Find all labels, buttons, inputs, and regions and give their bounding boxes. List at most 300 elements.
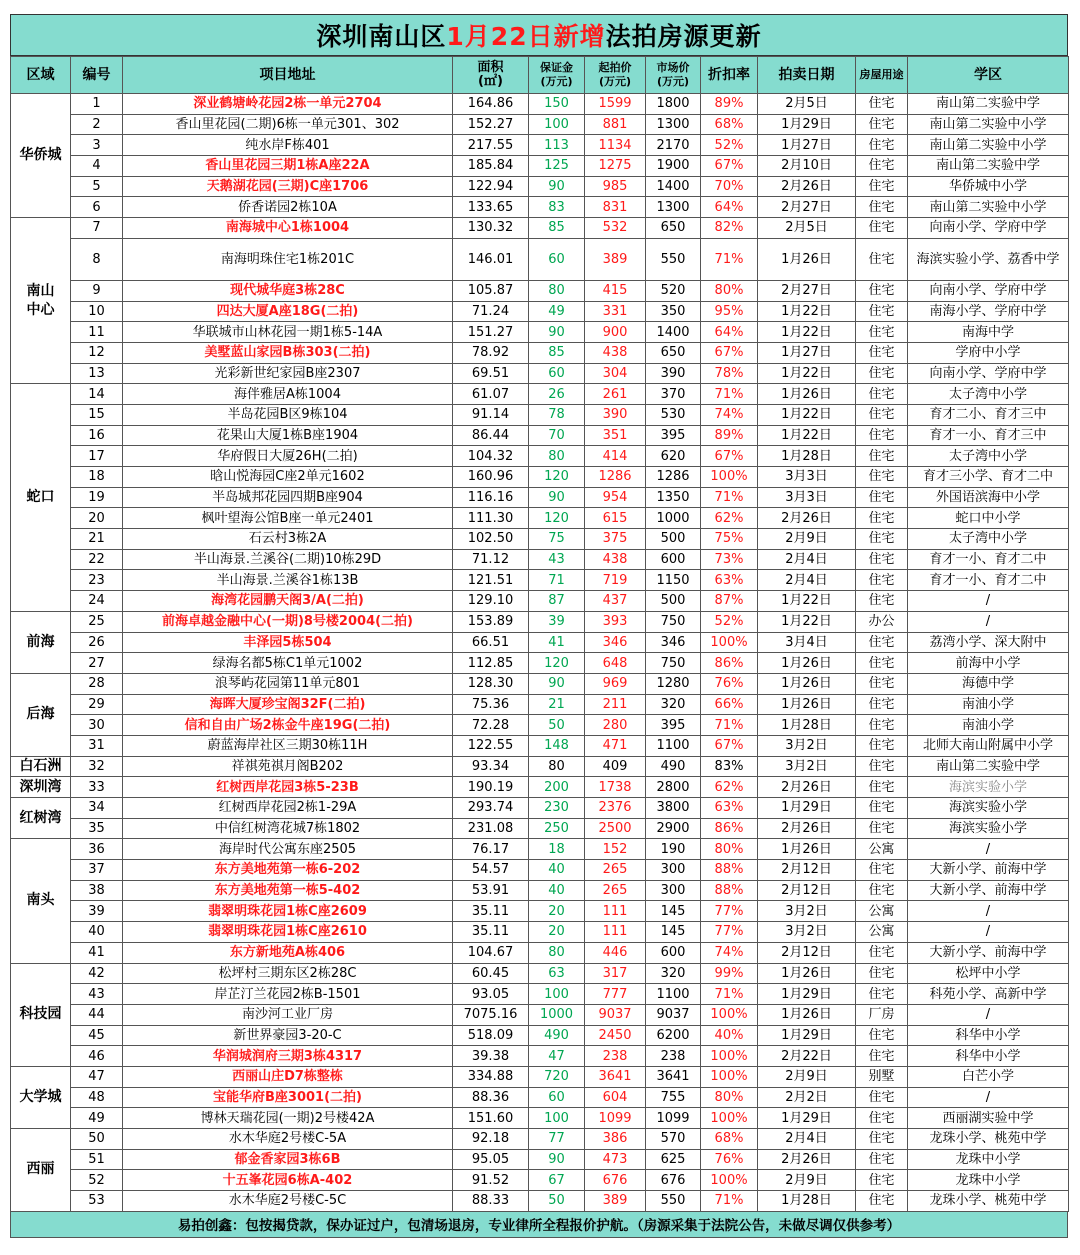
listing-discount: 87% bbox=[701, 591, 758, 612]
table-row bbox=[11, 1108, 1069, 1129]
listing-auction-date: 3月3日 bbox=[758, 467, 856, 488]
listing-auction-date: 1月22日 bbox=[758, 363, 856, 384]
listing-property-use: 住宅 bbox=[856, 404, 908, 425]
listing-deposit: 26 bbox=[529, 384, 585, 405]
listing-school-district: 科苑小学、高新中学 bbox=[908, 984, 1069, 1005]
listing-area: 105.87 bbox=[453, 280, 529, 301]
listing-address: 东方美地苑第一栋6-202 bbox=[123, 860, 453, 881]
listing-property-use: 住宅 bbox=[856, 942, 908, 963]
title-prefix: 深圳南山区 bbox=[316, 22, 447, 51]
listing-auction-date: 2月10日 bbox=[758, 156, 856, 177]
listing-area: 88.36 bbox=[453, 1087, 529, 1108]
listing-auction-date: 2月12日 bbox=[758, 880, 856, 901]
listing-school-district: 西丽湖实验中学 bbox=[908, 1108, 1069, 1129]
listing-deposit: 67 bbox=[529, 1170, 585, 1191]
listing-auction-date: 3月2日 bbox=[758, 735, 856, 756]
listing-start-price: 777 bbox=[585, 984, 646, 1005]
page-title bbox=[10, 14, 1068, 56]
listing-area: 53.91 bbox=[453, 880, 529, 901]
table-row bbox=[11, 1046, 1069, 1067]
listing-start-price: 111 bbox=[585, 922, 646, 943]
listing-address: 光彩新世纪家园B座2307 bbox=[123, 363, 453, 384]
listing-discount: 89% bbox=[701, 425, 758, 446]
listing-number: 29 bbox=[71, 694, 123, 715]
listing-property-use: 住宅 bbox=[856, 135, 908, 156]
listing-number: 43 bbox=[71, 984, 123, 1005]
table-row bbox=[11, 487, 1069, 508]
listing-deposit: 120 bbox=[529, 653, 585, 674]
listing-start-price: 2450 bbox=[585, 1025, 646, 1046]
listing-number: 16 bbox=[71, 425, 123, 446]
listing-address: 花果山大厦1栋B座1904 bbox=[123, 425, 453, 446]
listing-deposit: 100 bbox=[529, 984, 585, 1005]
listing-school-district: 龙珠中小学 bbox=[908, 1149, 1069, 1170]
listing-number: 27 bbox=[71, 653, 123, 674]
listing-deposit: 40 bbox=[529, 880, 585, 901]
listing-area: 92.18 bbox=[453, 1129, 529, 1150]
listing-school-district: 海滨实验小学 bbox=[908, 818, 1069, 839]
listing-school-district: 松坪中小学 bbox=[908, 963, 1069, 984]
listing-school-district: 南海中学 bbox=[908, 322, 1069, 343]
listing-start-price: 238 bbox=[585, 1046, 646, 1067]
listing-deposit: 125 bbox=[529, 156, 585, 177]
listing-property-use: 住宅 bbox=[856, 963, 908, 984]
listing-address: 现代城华庭3栋28C bbox=[123, 280, 453, 301]
listing-market-price: 346 bbox=[646, 632, 701, 653]
listing-address: 宝能华府B座3001(二拍) bbox=[123, 1087, 453, 1108]
listing-discount: 71% bbox=[701, 487, 758, 508]
listing-school-district: 荔湾小学、深大附中 bbox=[908, 632, 1069, 653]
listing-market-price: 570 bbox=[646, 1129, 701, 1150]
listing-school-district: 南山第二实验中学 bbox=[908, 756, 1069, 777]
listing-market-price: 1350 bbox=[646, 487, 701, 508]
table-row bbox=[11, 922, 1069, 943]
listing-auction-date: 1月22日 bbox=[758, 591, 856, 612]
table-row bbox=[11, 342, 1069, 363]
listing-discount: 83% bbox=[701, 756, 758, 777]
listing-market-price: 350 bbox=[646, 301, 701, 322]
listing-auction-date: 1月22日 bbox=[758, 301, 856, 322]
listing-area: 130.32 bbox=[453, 218, 529, 239]
district-cell: 南头 bbox=[11, 839, 71, 963]
listing-address: 水木华庭2号楼C-5C bbox=[123, 1191, 453, 1212]
listing-auction-date: 2月5日 bbox=[758, 94, 856, 115]
col-district: 区域 bbox=[11, 57, 71, 94]
listing-address: 蔚蓝海岸社区三期30栋11H bbox=[123, 735, 453, 756]
listing-address: 半岛城邦花园四期B座904 bbox=[123, 487, 453, 508]
listing-auction-date: 1月22日 bbox=[758, 425, 856, 446]
listing-auction-date: 1月27日 bbox=[758, 135, 856, 156]
listing-start-price: 471 bbox=[585, 735, 646, 756]
listing-property-use: 住宅 bbox=[856, 384, 908, 405]
listing-market-price: 1400 bbox=[646, 176, 701, 197]
table-row bbox=[11, 632, 1069, 653]
listing-property-use: 住宅 bbox=[856, 1087, 908, 1108]
listing-address: 丰泽园5栋504 bbox=[123, 632, 453, 653]
listing-start-price: 881 bbox=[585, 114, 646, 135]
listing-school-district: 大新小学、前海中学 bbox=[908, 880, 1069, 901]
listing-property-use: 公寓 bbox=[856, 901, 908, 922]
listing-auction-date: 1月28日 bbox=[758, 446, 856, 467]
table-row bbox=[11, 280, 1069, 301]
listing-school-district: 华侨城中小学 bbox=[908, 176, 1069, 197]
listing-market-price: 530 bbox=[646, 404, 701, 425]
listing-address: 侨香诺园2栋10A bbox=[123, 197, 453, 218]
listing-discount: 40% bbox=[701, 1025, 758, 1046]
listing-property-use: 住宅 bbox=[856, 467, 908, 488]
district-cell: 前海 bbox=[11, 611, 71, 673]
col-deposit: 保证金 (万元) bbox=[529, 57, 585, 94]
listing-property-use: 住宅 bbox=[856, 238, 908, 280]
listing-number: 45 bbox=[71, 1025, 123, 1046]
listing-deposit: 80 bbox=[529, 942, 585, 963]
listing-discount: 95% bbox=[701, 301, 758, 322]
header-row bbox=[11, 57, 1069, 94]
listing-deposit: 200 bbox=[529, 777, 585, 798]
listing-market-price: 9037 bbox=[646, 1004, 701, 1025]
listing-area: 54.57 bbox=[453, 860, 529, 881]
district-cell: 蛇口 bbox=[11, 384, 71, 612]
listing-auction-date: 1月22日 bbox=[758, 322, 856, 343]
listing-market-price: 145 bbox=[646, 901, 701, 922]
listing-auction-date: 2月12日 bbox=[758, 860, 856, 881]
listing-area: 128.30 bbox=[453, 673, 529, 694]
listing-address: 中信红树湾花城7栋1802 bbox=[123, 818, 453, 839]
listing-property-use: 住宅 bbox=[856, 591, 908, 612]
listing-number: 7 bbox=[71, 218, 123, 239]
listing-auction-date: 1月26日 bbox=[758, 694, 856, 715]
listing-address: 十五峯花园6栋A-402 bbox=[123, 1170, 453, 1191]
listing-market-price: 620 bbox=[646, 446, 701, 467]
listing-area: 185.84 bbox=[453, 156, 529, 177]
col-no: 编号 bbox=[71, 57, 123, 94]
listing-deposit: 150 bbox=[529, 94, 585, 115]
listing-school-district: 外国语滨海中小学 bbox=[908, 487, 1069, 508]
listing-discount: 80% bbox=[701, 280, 758, 301]
listing-auction-date: 2月12日 bbox=[758, 942, 856, 963]
listing-school-district: 育才一小、育才三中 bbox=[908, 425, 1069, 446]
listing-sheet bbox=[10, 14, 1068, 1238]
table-row bbox=[11, 942, 1069, 963]
listing-start-price: 676 bbox=[585, 1170, 646, 1191]
listing-discount: 77% bbox=[701, 901, 758, 922]
table-row bbox=[11, 301, 1069, 322]
listing-market-price: 1400 bbox=[646, 322, 701, 343]
listing-property-use: 住宅 bbox=[856, 1025, 908, 1046]
listing-discount: 68% bbox=[701, 114, 758, 135]
listing-property-use: 公寓 bbox=[856, 922, 908, 943]
listing-discount: 52% bbox=[701, 135, 758, 156]
listing-deposit: 21 bbox=[529, 694, 585, 715]
listing-discount: 71% bbox=[701, 984, 758, 1005]
listing-deposit: 20 bbox=[529, 922, 585, 943]
table-row bbox=[11, 611, 1069, 632]
listing-number: 12 bbox=[71, 342, 123, 363]
listing-school-district: 南海小学、学府中学 bbox=[908, 301, 1069, 322]
listing-market-price: 300 bbox=[646, 880, 701, 901]
listing-area: 190.19 bbox=[453, 777, 529, 798]
listing-auction-date: 1月28日 bbox=[758, 1191, 856, 1212]
listing-deposit: 60 bbox=[529, 238, 585, 280]
listing-number: 13 bbox=[71, 363, 123, 384]
table-row bbox=[11, 363, 1069, 384]
col-start-price: 起拍价 (万元) bbox=[585, 57, 646, 94]
listing-area: 133.65 bbox=[453, 197, 529, 218]
listing-property-use: 住宅 bbox=[856, 1046, 908, 1067]
listing-number: 9 bbox=[71, 280, 123, 301]
listing-auction-date: 1月26日 bbox=[758, 384, 856, 405]
listing-auction-date: 1月26日 bbox=[758, 963, 856, 984]
listing-start-price: 265 bbox=[585, 880, 646, 901]
listing-deposit: 83 bbox=[529, 197, 585, 218]
listing-auction-date: 2月4日 bbox=[758, 549, 856, 570]
listing-property-use: 住宅 bbox=[856, 363, 908, 384]
listing-property-use: 住宅 bbox=[856, 1170, 908, 1191]
listing-number: 52 bbox=[71, 1170, 123, 1191]
listing-market-price: 320 bbox=[646, 963, 701, 984]
listing-number: 37 bbox=[71, 860, 123, 881]
table-row bbox=[11, 591, 1069, 612]
listing-market-price: 1900 bbox=[646, 156, 701, 177]
listing-number: 34 bbox=[71, 798, 123, 819]
listing-start-price: 604 bbox=[585, 1087, 646, 1108]
listing-deposit: 90 bbox=[529, 487, 585, 508]
listing-area: 93.05 bbox=[453, 984, 529, 1005]
listing-discount: 67% bbox=[701, 156, 758, 177]
listing-deposit: 490 bbox=[529, 1025, 585, 1046]
listing-address: 半山海景.兰溪谷(二期)10栋29D bbox=[123, 549, 453, 570]
listing-area: 86.44 bbox=[453, 425, 529, 446]
listing-address: 博林天瑞花园(一期)2号楼42A bbox=[123, 1108, 453, 1129]
listing-market-price: 625 bbox=[646, 1149, 701, 1170]
listing-market-price: 2800 bbox=[646, 777, 701, 798]
listing-area: 71.24 bbox=[453, 301, 529, 322]
listing-market-price: 2170 bbox=[646, 135, 701, 156]
listing-property-use: 住宅 bbox=[856, 508, 908, 529]
listing-number: 18 bbox=[71, 467, 123, 488]
listing-address: 新世界豪园3-20-C bbox=[123, 1025, 453, 1046]
listing-market-price: 650 bbox=[646, 218, 701, 239]
listing-number: 32 bbox=[71, 756, 123, 777]
listing-discount: 62% bbox=[701, 508, 758, 529]
listing-market-price: 190 bbox=[646, 839, 701, 860]
listing-discount: 100% bbox=[701, 1066, 758, 1087]
listing-deposit: 87 bbox=[529, 591, 585, 612]
listing-discount: 75% bbox=[701, 529, 758, 550]
listing-address: 海岸时代公寓东座2505 bbox=[123, 839, 453, 860]
listing-address: 岸芷汀兰花园2栋B-1501 bbox=[123, 984, 453, 1005]
listing-address: 东方新地苑A栋406 bbox=[123, 942, 453, 963]
listing-address: 石云村3栋2A bbox=[123, 529, 453, 550]
listing-number: 26 bbox=[71, 632, 123, 653]
listing-property-use: 住宅 bbox=[856, 653, 908, 674]
listing-area: 160.96 bbox=[453, 467, 529, 488]
listing-discount: 88% bbox=[701, 880, 758, 901]
listing-start-price: 280 bbox=[585, 715, 646, 736]
listing-deposit: 90 bbox=[529, 176, 585, 197]
listing-property-use: 住宅 bbox=[856, 798, 908, 819]
listing-market-price: 750 bbox=[646, 653, 701, 674]
listing-address: 海湾花园鹏天阁3/A(二拍) bbox=[123, 591, 453, 612]
listing-school-district: 南山第二实验中小学 bbox=[908, 197, 1069, 218]
listing-start-price: 152 bbox=[585, 839, 646, 860]
listing-address: 绿海名都5栋C1单元1002 bbox=[123, 653, 453, 674]
listing-number: 8 bbox=[71, 238, 123, 280]
table-row bbox=[11, 508, 1069, 529]
listing-address: 香山里花园三期1栋A座22A bbox=[123, 156, 453, 177]
listing-market-price: 490 bbox=[646, 756, 701, 777]
listing-start-price: 331 bbox=[585, 301, 646, 322]
listing-discount: 52% bbox=[701, 611, 758, 632]
listing-number: 19 bbox=[71, 487, 123, 508]
listing-address: 香山里花园(二期)6栋一单元301、302 bbox=[123, 114, 453, 135]
table-row bbox=[11, 446, 1069, 467]
listing-start-price: 390 bbox=[585, 404, 646, 425]
table-row bbox=[11, 1149, 1069, 1170]
listing-auction-date: 3月2日 bbox=[758, 756, 856, 777]
listing-start-price: 438 bbox=[585, 342, 646, 363]
listing-number: 21 bbox=[71, 529, 123, 550]
listing-property-use: 别墅 bbox=[856, 1066, 908, 1087]
listing-area: 217.55 bbox=[453, 135, 529, 156]
listing-start-price: 900 bbox=[585, 322, 646, 343]
col-date: 拍卖日期 bbox=[758, 57, 856, 94]
listing-area: 69.51 bbox=[453, 363, 529, 384]
listing-discount: 76% bbox=[701, 1149, 758, 1170]
listing-discount: 67% bbox=[701, 735, 758, 756]
listing-number: 2 bbox=[71, 114, 123, 135]
listing-area: 93.34 bbox=[453, 756, 529, 777]
listing-school-district: 大新小学、前海中学 bbox=[908, 860, 1069, 881]
listing-auction-date: 2月4日 bbox=[758, 1129, 856, 1150]
table-row bbox=[11, 653, 1069, 674]
table-row bbox=[11, 715, 1069, 736]
listing-discount: 100% bbox=[701, 467, 758, 488]
listing-property-use: 住宅 bbox=[856, 673, 908, 694]
listing-start-price: 438 bbox=[585, 549, 646, 570]
listing-area: 518.09 bbox=[453, 1025, 529, 1046]
listing-start-price: 2376 bbox=[585, 798, 646, 819]
listing-deposit: 80 bbox=[529, 280, 585, 301]
listing-address: 南沙河工业厂房 bbox=[123, 1004, 453, 1025]
listing-address: 海晖大厦珍宝阁32F(二拍) bbox=[123, 694, 453, 715]
listing-discount: 100% bbox=[701, 1108, 758, 1129]
listing-area: 60.45 bbox=[453, 963, 529, 984]
listing-discount: 68% bbox=[701, 1129, 758, 1150]
listing-market-price: 1300 bbox=[646, 197, 701, 218]
listing-market-price: 395 bbox=[646, 425, 701, 446]
listing-market-price: 550 bbox=[646, 238, 701, 280]
listing-discount: 70% bbox=[701, 176, 758, 197]
listing-deposit: 113 bbox=[529, 135, 585, 156]
listing-start-price: 954 bbox=[585, 487, 646, 508]
listing-discount: 64% bbox=[701, 197, 758, 218]
col-area: 面积 (㎡) bbox=[453, 57, 529, 94]
listing-school-district: 育才一小、育才二中 bbox=[908, 570, 1069, 591]
listing-auction-date: 2月2日 bbox=[758, 1087, 856, 1108]
table-row bbox=[11, 1087, 1069, 1108]
listing-start-price: 351 bbox=[585, 425, 646, 446]
listing-deposit: 71 bbox=[529, 570, 585, 591]
table-row bbox=[11, 1025, 1069, 1046]
listing-start-price: 265 bbox=[585, 860, 646, 881]
listing-deposit: 20 bbox=[529, 901, 585, 922]
listing-start-price: 111 bbox=[585, 901, 646, 922]
listing-discount: 64% bbox=[701, 322, 758, 343]
listing-auction-date: 2月9日 bbox=[758, 1170, 856, 1191]
listing-address: 祥祺苑祺月阁B202 bbox=[123, 756, 453, 777]
table-row bbox=[11, 384, 1069, 405]
listing-discount: 74% bbox=[701, 942, 758, 963]
table-row bbox=[11, 425, 1069, 446]
listing-deposit: 120 bbox=[529, 508, 585, 529]
listing-discount: 67% bbox=[701, 342, 758, 363]
table-row bbox=[11, 860, 1069, 881]
listing-property-use: 住宅 bbox=[856, 342, 908, 363]
listing-number: 22 bbox=[71, 549, 123, 570]
listing-number: 17 bbox=[71, 446, 123, 467]
listing-school-district: 学府中小学 bbox=[908, 342, 1069, 363]
listing-market-price: 1286 bbox=[646, 467, 701, 488]
listing-area: 164.86 bbox=[453, 94, 529, 115]
listing-school-district: 南油小学 bbox=[908, 694, 1069, 715]
listing-auction-date: 2月26日 bbox=[758, 176, 856, 197]
listing-discount: 77% bbox=[701, 922, 758, 943]
title-highlight: 1月22日新增 bbox=[446, 22, 606, 51]
listing-property-use: 住宅 bbox=[856, 715, 908, 736]
listing-market-price: 370 bbox=[646, 384, 701, 405]
table-row bbox=[11, 176, 1069, 197]
listing-start-price: 304 bbox=[585, 363, 646, 384]
listing-area: 151.60 bbox=[453, 1108, 529, 1129]
listing-school-district: 龙珠小学、桃苑中学 bbox=[908, 1129, 1069, 1150]
listing-area: 104.32 bbox=[453, 446, 529, 467]
listing-address: 美墅蓝山家园B栋303(二拍) bbox=[123, 342, 453, 363]
listing-start-price: 1099 bbox=[585, 1108, 646, 1129]
table-row bbox=[11, 735, 1069, 756]
listing-area: 35.11 bbox=[453, 922, 529, 943]
listing-number: 23 bbox=[71, 570, 123, 591]
listing-start-price: 1275 bbox=[585, 156, 646, 177]
listing-auction-date: 1月26日 bbox=[758, 653, 856, 674]
listing-number: 5 bbox=[71, 176, 123, 197]
listing-start-price: 414 bbox=[585, 446, 646, 467]
listing-area: 112.85 bbox=[453, 653, 529, 674]
listing-school-district: 海滨实验小学、荔香中学 bbox=[908, 238, 1069, 280]
listing-auction-date: 1月29日 bbox=[758, 1025, 856, 1046]
listing-number: 46 bbox=[71, 1046, 123, 1067]
listing-deposit: 720 bbox=[529, 1066, 585, 1087]
listing-address: 郁金香家园3栋6B bbox=[123, 1149, 453, 1170]
table-row bbox=[11, 529, 1069, 550]
listing-property-use: 住宅 bbox=[856, 1108, 908, 1129]
listing-discount: 76% bbox=[701, 673, 758, 694]
listing-deposit: 60 bbox=[529, 1087, 585, 1108]
listing-property-use: 住宅 bbox=[856, 94, 908, 115]
listing-property-use: 住宅 bbox=[856, 632, 908, 653]
listing-market-price: 390 bbox=[646, 363, 701, 384]
listing-address: 信和自由广场2栋金牛座19G(二拍) bbox=[123, 715, 453, 736]
listing-deposit: 85 bbox=[529, 218, 585, 239]
listing-discount: 80% bbox=[701, 839, 758, 860]
listing-number: 25 bbox=[71, 611, 123, 632]
listing-property-use: 住宅 bbox=[856, 570, 908, 591]
listing-auction-date: 2月5日 bbox=[758, 218, 856, 239]
listing-start-price: 211 bbox=[585, 694, 646, 715]
listing-market-price: 6200 bbox=[646, 1025, 701, 1046]
listing-area: 91.52 bbox=[453, 1170, 529, 1191]
listing-start-price: 1134 bbox=[585, 135, 646, 156]
